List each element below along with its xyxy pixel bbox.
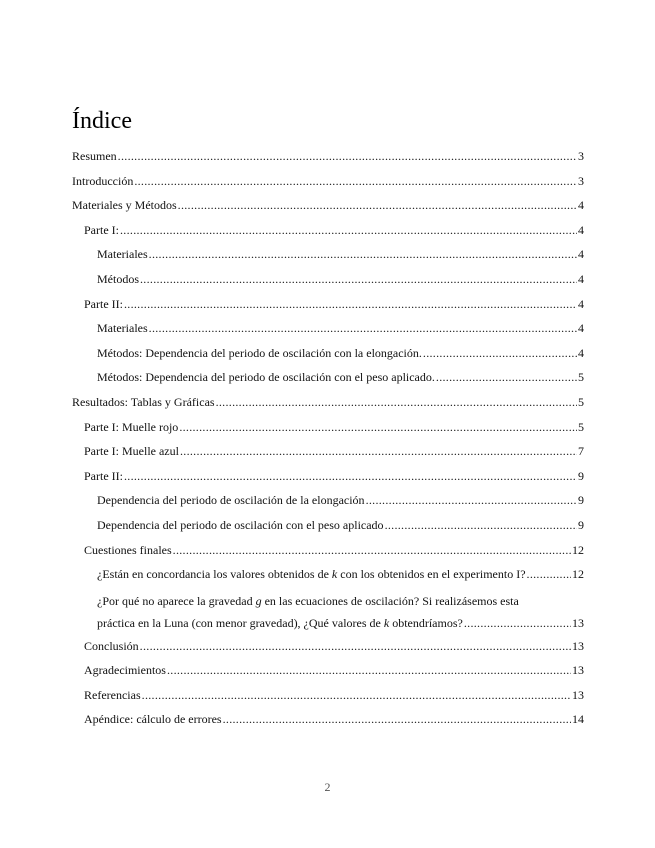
toc-entry-label: Métodos: Dependencia del periodo de oscilación con la elongación. bbox=[97, 345, 422, 360]
toc-entry-line-1 bbox=[97, 590, 584, 612]
toc-leader-dots bbox=[118, 144, 577, 169]
toc-entry-agradecimientos[interactable] bbox=[72, 658, 584, 683]
toc-page-number: 9 bbox=[578, 493, 584, 508]
label-text: práctica en la Luna (con menor gravedad), ¿Qué valores de bbox=[97, 615, 384, 630]
toc-leader-dots bbox=[167, 658, 571, 683]
toc-entry-resultados[interactable] bbox=[72, 390, 584, 415]
table-of-contents bbox=[72, 144, 584, 732]
label-text: ¿Están en concordancia los valores obtenidos de bbox=[97, 567, 332, 582]
toc-leader-dots bbox=[173, 538, 571, 563]
toc-entry-label: Materiales bbox=[97, 321, 148, 336]
toc-page-number: 3 bbox=[578, 173, 584, 188]
toc-entry-cuestiones-finales[interactable] bbox=[72, 538, 584, 563]
toc-entry-gravedad-luna[interactable] bbox=[72, 587, 584, 634]
toc-leader-dots bbox=[180, 439, 577, 464]
toc-entry-label: Parte I: Muelle rojo bbox=[84, 419, 179, 434]
toc-entry-introduccion[interactable] bbox=[72, 169, 584, 194]
toc-leader-dots bbox=[140, 267, 577, 292]
toc-leader-dots bbox=[436, 365, 577, 390]
toc-page-number: 5 bbox=[578, 394, 584, 409]
toc-page-number: 13 bbox=[572, 615, 584, 630]
toc-page-number: 4 bbox=[578, 345, 584, 360]
toc-entry-parte-ii-materiales[interactable] bbox=[72, 316, 584, 341]
toc-page-number: 13 bbox=[572, 687, 584, 702]
toc-entry-label: Dependencia del periodo de oscilación con el peso aplicado bbox=[97, 517, 384, 532]
toc-entry-label: Parte I: bbox=[84, 222, 119, 237]
toc-page-number: 13 bbox=[572, 638, 584, 653]
label-text: ¿Por qué no aparece la gravedad bbox=[97, 593, 256, 608]
toc-entry-label: Apéndice: cálculo de errores bbox=[84, 712, 222, 727]
toc-entry-label: Dependencia del periodo de oscilación de la elongación bbox=[97, 493, 365, 508]
toc-page-number: 5 bbox=[578, 419, 584, 434]
toc-entry-label: Métodos: Dependencia del periodo de oscilación con el peso aplicado. bbox=[97, 370, 435, 385]
label-text: obtendríamos? bbox=[389, 615, 463, 630]
toc-entry-metodos-elongacion[interactable] bbox=[72, 341, 584, 366]
toc-leader-dots bbox=[179, 415, 577, 440]
toc-entry-parte-ii[interactable] bbox=[72, 292, 584, 317]
toc-page-number: 4 bbox=[578, 296, 584, 311]
toc-page-number: 7 bbox=[578, 444, 584, 459]
toc-entry-label: Materiales y Métodos bbox=[72, 198, 177, 213]
toc-leader-dots bbox=[124, 292, 577, 317]
toc-entry-label: Introducción bbox=[72, 173, 134, 188]
toc-entry-apendice[interactable] bbox=[72, 707, 584, 732]
toc-leader-dots bbox=[134, 169, 577, 194]
toc-leader-dots bbox=[366, 488, 577, 513]
toc-entry-parte-i[interactable] bbox=[72, 218, 584, 243]
toc-entry-parte-i-metodos[interactable] bbox=[72, 267, 584, 292]
toc-entry-label: Conclusión bbox=[84, 638, 139, 653]
toc-entry-line-2 bbox=[97, 612, 584, 634]
label-text: con los obtenidos en el experimento I? bbox=[337, 567, 526, 582]
toc-entry-parte-i-materiales[interactable] bbox=[72, 242, 584, 267]
toc-page-number: 4 bbox=[578, 321, 584, 336]
toc-leader-dots bbox=[464, 612, 571, 634]
toc-leader-dots bbox=[149, 316, 577, 341]
toc-entry-dependencia-elongacion[interactable] bbox=[72, 488, 584, 513]
toc-leader-dots bbox=[124, 464, 577, 489]
toc-entry-referencias[interactable] bbox=[72, 683, 584, 708]
toc-page-number: 5 bbox=[578, 370, 584, 385]
toc-page-number: 4 bbox=[578, 222, 584, 237]
toc-leader-dots bbox=[142, 683, 571, 708]
toc-entry-label: Cuestiones finales bbox=[84, 542, 172, 557]
toc-entry-resultados-parte-ii[interactable] bbox=[72, 464, 584, 489]
toc-leader-dots bbox=[527, 562, 571, 587]
toc-entry-label: Agradecimientos bbox=[84, 663, 166, 678]
toc-entry-label: Referencias bbox=[84, 687, 141, 702]
toc-leader-dots bbox=[149, 242, 577, 267]
toc-page-number: 13 bbox=[572, 663, 584, 678]
toc-entry-materiales-y-metodos[interactable] bbox=[72, 193, 584, 218]
toc-entry-label bbox=[97, 612, 463, 634]
toc-entry-label: Parte II: bbox=[84, 296, 123, 311]
toc-entry-concordancia-k[interactable] bbox=[72, 562, 584, 587]
variable-g: g bbox=[255, 593, 262, 608]
toc-entry-conclusion[interactable] bbox=[72, 634, 584, 659]
variable-k: k bbox=[383, 615, 390, 630]
toc-page-number: 14 bbox=[572, 712, 584, 727]
toc-leader-dots bbox=[120, 218, 577, 243]
toc-leader-dots bbox=[216, 390, 577, 415]
toc-entry-metodos-peso[interactable] bbox=[72, 365, 584, 390]
toc-entry-label: Resumen bbox=[72, 149, 117, 163]
toc-page-number: 4 bbox=[578, 198, 584, 213]
variable-k: k bbox=[331, 567, 338, 582]
toc-entry-dependencia-peso[interactable] bbox=[72, 513, 584, 538]
toc-entry-resumen[interactable] bbox=[72, 144, 584, 169]
toc-page-number: 4 bbox=[578, 247, 584, 262]
toc-leader-dots bbox=[140, 634, 571, 659]
toc-entry-label: Parte I: Muelle azul bbox=[84, 444, 179, 459]
page-title: Índice bbox=[72, 108, 132, 134]
toc-page-number: 12 bbox=[572, 542, 584, 557]
toc-page-number: 3 bbox=[578, 149, 584, 163]
toc-page-number: 4 bbox=[578, 271, 584, 286]
toc-leader-dots bbox=[223, 707, 571, 732]
toc-entry-label: Resultados: Tablas y Gráficas bbox=[72, 394, 215, 409]
label-text: en las ecuaciones de oscilación? Si realizásemos esta bbox=[261, 593, 519, 608]
toc-entry-label bbox=[97, 562, 526, 587]
toc-entry-label: Materiales bbox=[97, 247, 148, 262]
toc-page-number: 12 bbox=[572, 567, 584, 582]
toc-entry-label: Parte II: bbox=[84, 468, 123, 483]
toc-entry-label: Métodos bbox=[97, 271, 139, 286]
toc-entry-muelle-azul[interactable] bbox=[72, 439, 584, 464]
page-number: 2 bbox=[324, 780, 331, 794]
toc-leader-dots bbox=[385, 513, 577, 538]
toc-page-number: 9 bbox=[578, 517, 584, 532]
toc-leader-dots bbox=[178, 193, 577, 218]
toc-entry-muelle-rojo[interactable] bbox=[72, 415, 584, 440]
toc-page-number: 9 bbox=[578, 468, 584, 483]
toc-leader-dots bbox=[423, 341, 577, 366]
